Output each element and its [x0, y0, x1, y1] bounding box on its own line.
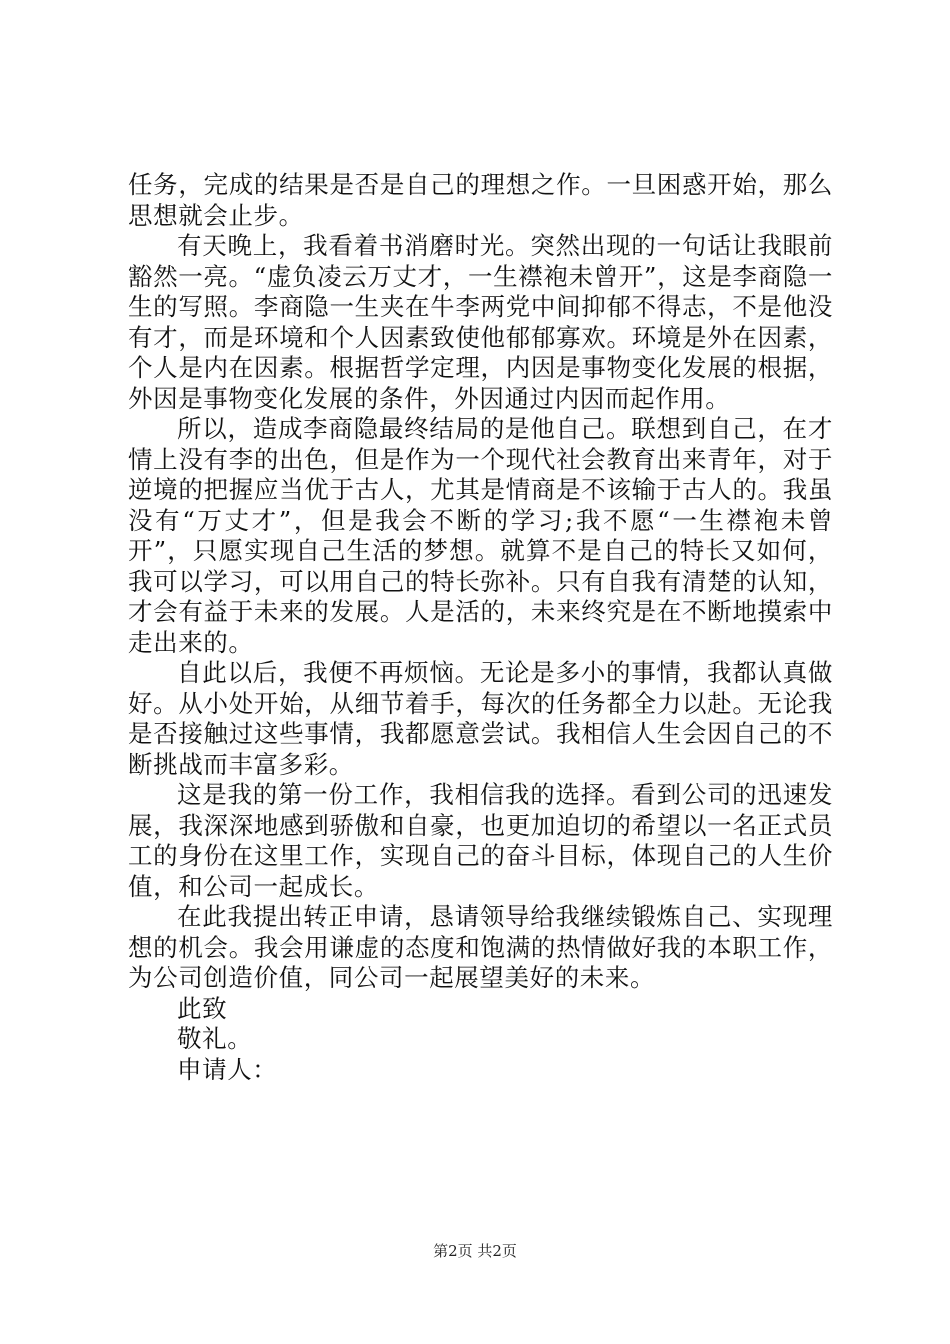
paragraph-self-reflection: 所以，造成李商隐最终结局的是他自己。联想到自己，在才情上没有李的出色，但是作为一个现代社会教育出来青年，对于逆境的把握应当优于古人，尤其是情商是不该输于古人的。我虽没有“万丈才”，但是我会不断的学习;我不愿“一生襟袍未曾开”，只愿实现自己生活的梦想。就算不是自己的特长又如何，我可以学习，可以用自己的特长弥补。只有自我有清楚的认知，才会有益于未来的发展。人是活的，未来终究是在不断地摸索中走出来的。 — [128, 414, 833, 657]
page-number-footer: 第2页 共2页 — [433, 1242, 517, 1260]
closing-salute: 敬礼。 — [177, 1024, 253, 1053]
applicant-signature-line: 申请人： — [177, 1054, 278, 1084]
paragraph-continuation: 任务，完成的结果是否是自己的理想之作。一旦困惑开始，那么思想就会止步。 — [128, 170, 833, 230]
closing-regards: 此致 — [177, 993, 228, 1023]
paragraph-li-shangyin: 有天晚上，我看着书消磨时光。突然出现的一句话让我眼前豁然一亮。“虚负凌云万丈才，一生襟袍未曾开”，这是李商隐一生的写照。李商隐一生夹在牛李两党中间抑郁不得志，不是他没有才，而是环境和个人因素致使他郁郁寡欢。环境是外在因素，个人是内在因素。根据哲学定理，内因是事物变化发展的根据，外因是事物变化发展的条件，外因通过内因而起作用。 — [128, 231, 833, 413]
paragraph-attitude: 自此以后，我便不再烦恼。无论是多小的事情，我都认真做好。从小处开始，从细节着手，每次的任务都全力以赴。无论我是否接触过这些事情，我都愿意尝试。我相信人生会因自己的不断挑战而丰富多彩。 — [128, 658, 833, 779]
document-body — [128, 170, 833, 1085]
paragraph-application: 在此我提出转正申请，恳请领导给我继续锻炼自己、实现理想的机会。我会用谦虚的态度和饱满的热情做好我的本职工作，为公司创造价值，同公司一起展望美好的未来。 — [128, 902, 833, 992]
paragraph-first-job: 这是我的第一份工作，我相信我的选择。看到公司的迅速发展，我深深地感到骄傲和自豪，也更加迫切的希望以一名正式员工的身份在这里工作，实现自己的奋斗目标，体现自己的人生价值，和公司一起成长。 — [128, 780, 833, 901]
